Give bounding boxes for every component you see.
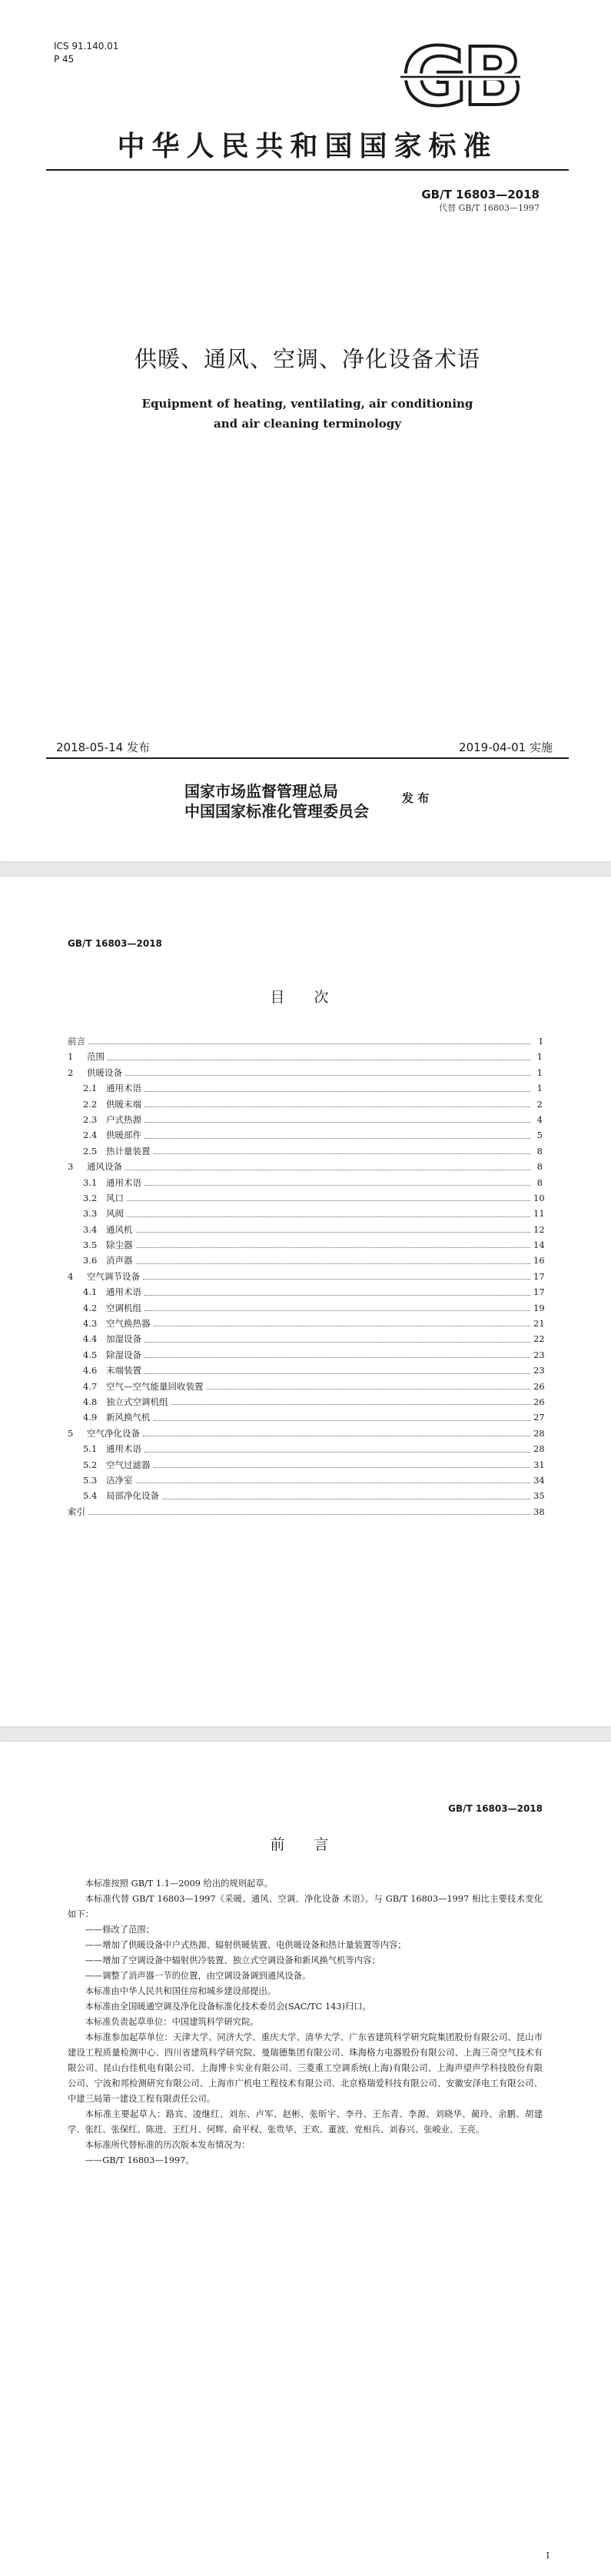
toc-entry-label: 空气—空气能量回收装置 xyxy=(106,1380,204,1392)
toc-entry[interactable] xyxy=(68,1049,543,1064)
toc-entry[interactable] xyxy=(68,1175,543,1190)
toc-leader-dots xyxy=(144,1106,530,1107)
toc-entry-label: 独立式空调机组 xyxy=(106,1396,168,1407)
toc-leader-dots xyxy=(125,1169,530,1170)
publish-date: 2018-05-14 发布 xyxy=(56,741,150,754)
toc-entry[interactable] xyxy=(68,1222,543,1237)
toc-entry-number: 4.6 xyxy=(83,1365,98,1376)
title-en-line-2: and air cleaning terminology xyxy=(214,417,401,431)
effective-date: 2019-04-01 实施 xyxy=(459,741,553,754)
foreword-paragraph: ——增加了空调设备中辐射供冷装置、独立式空调设备和新风换气机等内容； xyxy=(85,1955,380,1965)
foreword-paragraph: 本标准所代替标准的历次版本发布情况为： xyxy=(85,2140,251,2150)
ics-code-block xyxy=(54,40,118,66)
toc-entry-number: 4 xyxy=(68,1270,74,1282)
toc-entry-number: 2.4 xyxy=(83,1130,98,1141)
toc-entry-number: 4.1 xyxy=(83,1286,98,1298)
toc-entry-number: 4.5 xyxy=(83,1349,98,1360)
toc-entry[interactable] xyxy=(68,1394,543,1409)
toc-entry-page: 28 xyxy=(533,1443,545,1455)
toc-leader-dots xyxy=(143,1435,530,1436)
toc-entry-number: 5.4 xyxy=(83,1490,98,1502)
toc-entry[interactable] xyxy=(68,1253,543,1268)
toc-entry-page: 31 xyxy=(533,1459,545,1470)
toc-entry[interactable] xyxy=(68,1300,543,1316)
toc-entry-page: 23 xyxy=(533,1349,545,1360)
ccs-code: P 45 xyxy=(54,54,75,65)
toc-entry-page: 14 xyxy=(533,1240,545,1251)
toc-entry-number: 5.1 xyxy=(83,1443,98,1455)
toc-entry-page: 21 xyxy=(533,1318,545,1330)
toc-entry-number: 3.1 xyxy=(83,1177,98,1188)
toc-leader-dots xyxy=(154,1325,531,1326)
toc-entry-page: 10 xyxy=(533,1192,545,1203)
toc-entry-page: 26 xyxy=(533,1396,545,1407)
issue-label: 发 布 xyxy=(402,791,430,805)
foreword-paragraph: 本标准按照 GB/T 1.1—2009 给出的规则起草。 xyxy=(85,1879,273,1889)
toc-entry-page: 1 xyxy=(536,1051,543,1063)
foreword-heading: 前 言 xyxy=(270,1836,341,1853)
toc-entry[interactable] xyxy=(68,1379,543,1394)
toc-entry-number: 3 xyxy=(68,1161,74,1173)
toc-entry-number: 5.3 xyxy=(83,1474,98,1486)
page-header: GB/T 16803—2018 xyxy=(448,1803,543,1814)
toc-leader-dots xyxy=(88,1513,530,1515)
toc-entry-number: 2.1 xyxy=(83,1083,98,1094)
toc-entry-number: 5.2 xyxy=(83,1459,98,1470)
toc-entry-number: 4.9 xyxy=(83,1412,98,1423)
toc-entry-label: 通风机 xyxy=(106,1223,133,1235)
toc-leader-dots xyxy=(144,1356,530,1358)
standard-organization-title: 中华人民共和国国家标准 xyxy=(117,131,498,162)
toc-entry-page: 8 xyxy=(536,1145,543,1157)
toc-entry[interactable] xyxy=(68,1097,543,1112)
toc-entry-number: 3.2 xyxy=(83,1192,98,1203)
toc-entry-label: 洁净室 xyxy=(106,1474,133,1486)
toc-leader-dots xyxy=(162,1498,530,1499)
toc-entry-number: 3.6 xyxy=(83,1255,98,1266)
toc-leader-dots xyxy=(144,1451,530,1453)
toc-entry-number: 5 xyxy=(68,1427,74,1439)
toc-leader-dots xyxy=(207,1388,531,1390)
toc-entry[interactable] xyxy=(68,1127,543,1143)
toc-entry-label: 户式热源 xyxy=(106,1113,141,1125)
toc-entry-label: 通用术语 xyxy=(106,1443,141,1455)
toc-entry[interactable] xyxy=(68,1347,543,1363)
toc-entry-page: 17 xyxy=(533,1286,545,1298)
toc-entry-label: 通用术语 xyxy=(106,1286,141,1298)
foreword-paragraph: ——调整了消声器一节的位置，由空调设备调到通风设备。 xyxy=(85,1971,311,1981)
toc-entry-page: I xyxy=(539,1035,543,1047)
toc-entry-label: 风口 xyxy=(106,1192,124,1203)
toc-entry-label: 通用术语 xyxy=(106,1083,141,1094)
toc-leader-dots xyxy=(125,1074,530,1076)
toc-leader-dots xyxy=(144,1294,530,1296)
toc-entry-label: 范围 xyxy=(87,1051,105,1063)
toc-entry-label: 消声器 xyxy=(106,1255,133,1266)
toc-leader-dots xyxy=(136,1482,531,1483)
toc-leader-dots xyxy=(136,1231,531,1233)
foreword-paragraph: 本标准参加起草单位：天津大学、同济大学、重庆大学、清华大学、广东省建筑科学研究院集团股份有限公司、昆山市建设工程质量检测中心、四川省建筑科学研究院、曼瑞德集团有限公司、珠海格力电器股份有限公司、上海三奇空气技术有限公司、昆山台佳机电有限公司、上海博卡实业有限公司、三菱重工空调系统(上海)有限公司、上海声望声学科技股份有限公司、宁波和邦检测研究有限公司、上海市广机电工程技术有限公司、北京格瑞爱科技有限公司、安徽安泽电工有限公司、中建三局第一建设工程有限责任公司。 xyxy=(68,2032,543,2104)
toc-entry[interactable] xyxy=(68,1206,543,1221)
standard-number: GB/T 16803—2018 xyxy=(421,188,540,201)
toc-entry-label: 加湿设备 xyxy=(106,1333,141,1345)
toc-leader-dots xyxy=(127,1216,530,1217)
toc-leader-dots xyxy=(144,1310,530,1311)
toc-entry-page: 5 xyxy=(536,1130,543,1141)
toc-entry-label: 通用术语 xyxy=(106,1177,141,1188)
toc-entry-page: 11 xyxy=(533,1208,545,1220)
toc-entry[interactable] xyxy=(68,1065,543,1080)
toc-leader-dots xyxy=(136,1246,531,1248)
foreword-paragraph: 本标准代替 GB/T 16803—1997《采暖、通风、空调、净化设备 术语》。与 GB/T 16803—1997 相比主要技术变化如下： xyxy=(68,1894,543,1919)
document-title-en xyxy=(46,394,569,434)
toc-entry[interactable] xyxy=(68,1033,543,1049)
toc-leader-dots xyxy=(88,1043,530,1044)
toc-entry-number: 2.5 xyxy=(83,1145,98,1157)
toc-entry-page: 8 xyxy=(536,1177,543,1188)
toc-entry-label: 除湿设备 xyxy=(106,1349,141,1360)
toc-entry-label: 前言 xyxy=(68,1035,85,1047)
ics-code: ICS 91.140.01 xyxy=(54,41,119,52)
toc-leader-dots xyxy=(154,1419,531,1421)
toc-entry-number: 4.7 xyxy=(83,1380,98,1392)
toc-entry-label: 风阀 xyxy=(106,1208,124,1220)
toc-entry-number: 4.3 xyxy=(83,1318,98,1330)
toc-entry-page: 1 xyxy=(536,1083,543,1094)
toc-leader-dots xyxy=(171,1403,531,1405)
toc-entry-page: 16 xyxy=(533,1255,545,1266)
toc-entry-number: 4.4 xyxy=(83,1333,98,1345)
toc-entry[interactable] xyxy=(68,1316,543,1331)
toc-leader-dots xyxy=(144,1137,530,1139)
toc-entry-label: 末端装置 xyxy=(106,1365,141,1376)
toc-entry-number: 2 xyxy=(68,1067,74,1078)
toc-entry[interactable] xyxy=(68,1409,543,1425)
toc-entry-label: 通风设备 xyxy=(87,1161,122,1173)
toc-entry-label: 空气过滤器 xyxy=(106,1459,151,1470)
toc-entry[interactable] xyxy=(68,1473,543,1488)
toc-entry[interactable] xyxy=(68,1269,543,1284)
toc-entry-page: 23 xyxy=(533,1365,545,1376)
title-en-line-1: Equipment of heating, ventilating, air conditioning xyxy=(141,397,473,411)
toc-leader-dots xyxy=(154,1466,531,1468)
toc-entry[interactable] xyxy=(68,1426,543,1441)
toc-entry-label: 空气净化设备 xyxy=(87,1427,140,1439)
toc-entry-page: 38 xyxy=(533,1506,545,1517)
toc-leader-dots xyxy=(108,1059,530,1060)
bottom-divider xyxy=(46,757,569,759)
top-divider xyxy=(46,169,569,171)
toc-entry-page: 19 xyxy=(533,1302,545,1313)
toc-entry-page: 28 xyxy=(533,1427,545,1439)
foreword-paragraph: ——增加了供暖设备中户式热源、辐射供暖装置、电供暖设备和热计量装置等内容； xyxy=(85,1940,407,1950)
toc-entry-number: 1 xyxy=(68,1051,74,1063)
toc-entry-number: 4.2 xyxy=(83,1302,98,1313)
toc-entry-label: 新风换气机 xyxy=(106,1412,151,1423)
toc-entry-label: 除尘器 xyxy=(106,1240,133,1251)
toc-entry[interactable] xyxy=(68,1441,543,1456)
gb-logo xyxy=(396,38,525,115)
foreword-paragraph: 本标准由全国暖通空调及净化设备标准化技术委员会(SAC/TC 143)归口。 xyxy=(85,2002,371,2012)
toc-entry-page: 1 xyxy=(536,1067,543,1078)
toc-entry-label: 供暖末端 xyxy=(106,1098,141,1110)
foreword-page xyxy=(0,1742,611,2576)
toc-entry-page: 34 xyxy=(533,1474,545,1486)
toc-entry[interactable] xyxy=(68,1190,543,1206)
replaces-standard: 代替 GB/T 16803—1997 xyxy=(439,203,540,213)
toc-entry-label: 空调机组 xyxy=(106,1302,141,1313)
toc-entry[interactable] xyxy=(68,1159,543,1174)
toc-entry[interactable] xyxy=(68,1237,543,1253)
toc-leader-dots xyxy=(127,1200,530,1201)
toc-entry-page: 4 xyxy=(536,1113,543,1125)
toc-entry-number: 2.2 xyxy=(83,1098,98,1110)
toc-entry-page: 17 xyxy=(533,1270,545,1282)
foreword-paragraph: 本标准负责起草单位：中国建筑科学研究院。 xyxy=(85,2017,259,2027)
toc-entry-label: 供暖设备 xyxy=(87,1067,122,1078)
toc-entry-label: 局部净化设备 xyxy=(106,1490,159,1502)
page-number: I xyxy=(546,2551,550,2561)
toc-entry-page: 26 xyxy=(533,1380,545,1392)
issuer-sac: 中国国家标准化管理委员会 xyxy=(184,802,369,820)
toc-entry[interactable] xyxy=(68,1504,543,1519)
foreword-body xyxy=(68,1876,543,2168)
toc-entry-page: 27 xyxy=(533,1412,545,1423)
toc-entry-label: 索引 xyxy=(68,1506,85,1517)
toc-entry[interactable] xyxy=(68,1363,543,1378)
toc-leader-dots xyxy=(154,1153,531,1154)
foreword-paragraph: 本标准由中华人民共和国住房和城乡建设部提出。 xyxy=(85,1986,277,1996)
toc-leader-dots xyxy=(143,1278,530,1280)
toc-entry-number: 3.5 xyxy=(83,1240,98,1251)
toc-entry[interactable] xyxy=(68,1457,543,1473)
toc-entry[interactable] xyxy=(68,1143,543,1159)
toc-entry-page: 12 xyxy=(533,1223,545,1235)
toc-leader-dots xyxy=(144,1121,530,1123)
foreword-paragraph: ——修改了范围； xyxy=(85,1925,154,1935)
toc-entry-page: 2 xyxy=(536,1098,543,1110)
toc-entry-number: 4.8 xyxy=(83,1396,98,1407)
toc-entry[interactable] xyxy=(68,1080,543,1096)
toc-entry-label: 空气调节设备 xyxy=(87,1270,140,1282)
toc-leader-dots xyxy=(136,1263,531,1264)
issuer-samr: 国家市场监督管理总局 xyxy=(184,782,338,800)
toc-heading: 目 次 xyxy=(270,989,341,1006)
toc-entry-page: 35 xyxy=(533,1490,545,1502)
toc-entry-page: 22 xyxy=(533,1333,545,1345)
toc-entry[interactable] xyxy=(68,1488,543,1503)
gb-logo-text: GB xyxy=(401,38,520,115)
toc-entry-number: 3.4 xyxy=(83,1223,98,1235)
toc-leader-dots xyxy=(144,1090,530,1092)
page-header: GB/T 16803—2018 xyxy=(68,938,162,949)
toc-entry[interactable] xyxy=(68,1331,543,1346)
toc-leader-dots xyxy=(144,1373,530,1374)
toc-entry-label: 供暖部件 xyxy=(106,1130,141,1141)
cover-page xyxy=(0,0,611,861)
toc-entry-page: 8 xyxy=(536,1161,543,1173)
toc-leader-dots xyxy=(144,1341,530,1343)
toc-entry-label: 热计量装置 xyxy=(106,1145,151,1157)
foreword-paragraph: ——GB/T 16803—1997。 xyxy=(85,2155,194,2165)
toc-entry[interactable] xyxy=(68,1284,543,1300)
foreword-paragraph: 本标准主要起草人：路宾、凌继红、刘东、卢军、赵彬、张昕宇、李丹、王东青、李源、刘晓华、蔺玲、余鹏、胡建学、张红、张保红、陈进、王红月、何辉、俞平权、张贵华、王欢、董波、党相兵、刘春兴、张峻业、王亮。 xyxy=(68,2109,543,2135)
toc-leader-dots xyxy=(144,1184,530,1186)
toc-list xyxy=(68,1033,543,1519)
toc-entry-label: 空气换热器 xyxy=(106,1318,151,1330)
toc-page xyxy=(0,877,611,1726)
toc-entry[interactable] xyxy=(68,1112,543,1127)
document-title-cn: 供暖、通风、空调、净化设备术语 xyxy=(134,346,480,372)
toc-entry-number: 2.3 xyxy=(83,1113,98,1125)
toc-entry-number: 3.3 xyxy=(83,1208,98,1220)
